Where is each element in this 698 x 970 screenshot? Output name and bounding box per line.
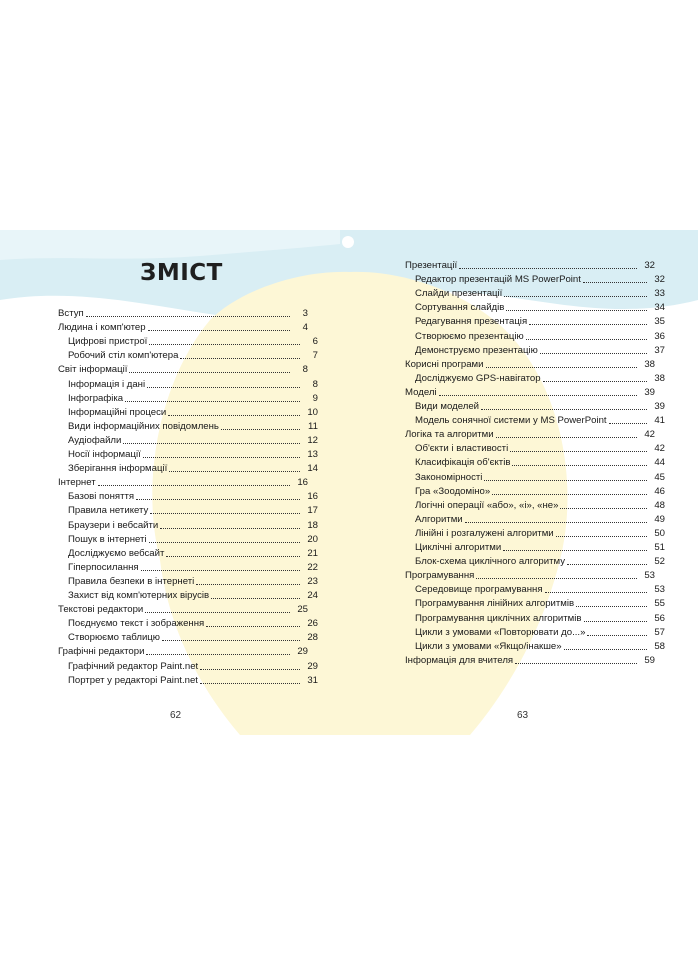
- toc-entry[interactable]: [405, 258, 655, 272]
- dot-leader: [147, 387, 300, 388]
- toc-entry-label: Гіперпосилання: [68, 561, 139, 573]
- dot-leader: [143, 457, 300, 458]
- toc-entry-page: 57: [654, 626, 665, 638]
- toc-entry-page: 35: [654, 316, 665, 328]
- toc-entry-page: 29: [307, 660, 318, 672]
- toc-entry-page: 49: [654, 513, 665, 525]
- toc-entry[interactable]: [405, 314, 665, 328]
- toc-entry-page: 55: [654, 598, 665, 610]
- toc-entry-label: Людина і комп'ютер: [58, 322, 146, 334]
- toc-entry[interactable]: [405, 357, 655, 371]
- dot-leader: [168, 415, 300, 416]
- toc-entry[interactable]: [58, 673, 318, 687]
- toc-entry[interactable]: [405, 498, 665, 512]
- dot-leader: [609, 423, 647, 424]
- toc-entry[interactable]: [58, 489, 318, 503]
- toc-entry[interactable]: [405, 343, 665, 357]
- toc-entry-label: Інформація і дані: [68, 378, 146, 390]
- toc-entry-page: 20: [307, 533, 318, 545]
- dot-leader: [129, 372, 290, 373]
- toc-entry-label: Досліджуємо GPS-навігатор: [415, 372, 541, 384]
- toc-entry[interactable]: [58, 447, 318, 461]
- toc-entry[interactable]: [58, 391, 318, 405]
- toc-entry-page: 6: [312, 336, 318, 348]
- toc-entry-label: Цикли з умовами «Якщо/інакше»: [415, 640, 562, 652]
- toc-entry-page: 44: [654, 457, 665, 469]
- toc-entry-page: 31: [307, 674, 318, 686]
- toc-entry[interactable]: [405, 455, 665, 469]
- toc-entry-page: 24: [307, 590, 318, 601]
- toc-entry-label: Логічні операції «або», «і», «не»: [415, 499, 559, 511]
- toc-entry-page: 29: [297, 646, 308, 658]
- dot-leader: [567, 564, 647, 565]
- toc-entry-label: Інфографіка: [68, 392, 124, 404]
- toc-entry-page: 23: [307, 575, 318, 587]
- toc-entry[interactable]: [58, 546, 318, 560]
- toc-entry-label: Правила безпеки в інтернеті: [68, 575, 195, 587]
- toc-entry[interactable]: [405, 470, 665, 484]
- toc-entry-label: Середовище програмування: [415, 584, 543, 596]
- dot-leader: [526, 339, 647, 340]
- toc-entry[interactable]: [405, 441, 665, 455]
- dot-leader: [439, 395, 637, 396]
- toc-entry-page: 32: [644, 260, 655, 271]
- toc-entry-label: Досліджуємо вебсайт: [68, 547, 165, 559]
- toc-entry[interactable]: [405, 568, 655, 582]
- toc-entry-page: 10: [307, 406, 318, 418]
- dot-leader: [512, 465, 647, 466]
- toc-entry[interactable]: [405, 540, 665, 554]
- toc-entry-page: 41: [654, 415, 665, 427]
- toc-entry[interactable]: [58, 503, 318, 517]
- dot-leader: [556, 536, 647, 537]
- toc-entry-label: Програмування лінійних алгоритмів: [415, 598, 575, 610]
- dot-leader: [543, 381, 647, 382]
- dot-leader: [211, 598, 300, 599]
- dot-leader: [180, 358, 300, 359]
- dot-leader: [486, 367, 637, 368]
- dot-leader: [584, 621, 648, 622]
- toc-entry-label: Сортування слайдів: [415, 302, 505, 314]
- toc-entry[interactable]: [58, 433, 318, 447]
- dot-leader: [529, 324, 647, 325]
- toc-entry-page: 25: [297, 604, 308, 616]
- dot-leader: [492, 494, 647, 495]
- toc-entry-page: 12: [307, 434, 318, 446]
- toc-entry-label: Цикли з умовами «Повторювати до...»: [415, 626, 586, 638]
- toc-entry-label: Об'єкти і властивості: [415, 443, 509, 455]
- toc-entry[interactable]: [405, 639, 665, 653]
- toc-entry[interactable]: [405, 611, 665, 625]
- toc-entry-label: Слайди презентації: [415, 288, 503, 300]
- dot-leader: [496, 437, 637, 438]
- toc-entry-page: 58: [654, 640, 665, 652]
- toc-entry-page: 28: [307, 632, 318, 644]
- toc-entry[interactable]: [405, 582, 665, 596]
- toc-entry-page: 42: [644, 429, 655, 441]
- toc-entry-label: Зберігання інформації: [68, 463, 168, 475]
- toc-entry[interactable]: [405, 427, 655, 441]
- dot-leader: [510, 451, 647, 452]
- toc-entry-label: Захист від комп'ютерних вірусів: [68, 590, 210, 601]
- toc-entry[interactable]: [58, 334, 318, 348]
- toc-entry-page: 42: [654, 443, 665, 455]
- toc-entry-label: Цифрові пристрої: [68, 336, 148, 348]
- dot-leader: [136, 499, 300, 500]
- toc-entry-page: 14: [307, 463, 318, 475]
- toc-entry-label: Редактор презентацій MS PowerPoint: [415, 274, 581, 286]
- toc-entry[interactable]: [405, 484, 665, 498]
- dot-leader: [504, 296, 647, 297]
- dot-leader: [587, 635, 647, 636]
- toc-entry[interactable]: [58, 348, 318, 362]
- toc-entry-label: Програмування: [405, 570, 475, 582]
- dot-leader: [515, 663, 637, 664]
- dot-leader: [476, 578, 637, 579]
- dot-leader: [200, 669, 300, 670]
- dot-leader: [564, 649, 647, 650]
- dot-leader: [560, 508, 647, 509]
- toc-entry-page: 33: [654, 288, 665, 300]
- toc-entry[interactable]: [58, 602, 308, 616]
- toc-entry-page: 34: [654, 302, 665, 314]
- toc-entry[interactable]: [58, 518, 318, 532]
- toc-entry-page: 52: [654, 556, 665, 568]
- toc-entry-page: 17: [307, 505, 318, 517]
- toc-entry[interactable]: [405, 329, 665, 343]
- dot-leader: [98, 485, 290, 486]
- dot-leader: [200, 683, 300, 684]
- toc-entry[interactable]: [58, 560, 318, 574]
- toc-entry-label: Програмування циклічних алгоритмів: [415, 612, 582, 624]
- dot-leader: [206, 626, 300, 627]
- toc-entry-label: Види інформаційних повідомлень: [68, 420, 219, 432]
- dot-leader: [481, 409, 647, 410]
- dot-leader: [576, 606, 647, 607]
- toc-entry-label: Графічний редактор Paint.net: [68, 660, 199, 672]
- toc-entry-page: 8: [312, 378, 318, 390]
- dot-leader: [149, 344, 300, 345]
- page-title: ЗМІСТ: [140, 260, 223, 286]
- toc-entry-page: 16: [307, 491, 318, 503]
- toc-entry[interactable]: [58, 616, 318, 630]
- right-page-number: 63: [517, 710, 529, 721]
- toc-entry-label: Вступ: [58, 308, 84, 319]
- toc-entry-label: Лінійні і розгалужені алгоритми: [415, 527, 554, 539]
- toc-entry[interactable]: [58, 405, 318, 419]
- toc-entry[interactable]: [58, 461, 318, 475]
- dot-leader: [125, 401, 300, 402]
- toc-entry[interactable]: [58, 306, 308, 320]
- toc-entry-page: 53: [644, 570, 655, 582]
- toc-entry-label: Корисні програми: [405, 358, 484, 370]
- toc-entry-page: 16: [297, 477, 308, 489]
- dot-leader: [583, 282, 647, 283]
- toc-entry[interactable]: [405, 300, 665, 314]
- toc-entry-label: Алгоритми: [415, 513, 463, 525]
- toc-entry-label: Циклічні алгоритми: [415, 542, 502, 553]
- toc-entry-page: 3: [302, 308, 308, 319]
- dot-leader: [484, 480, 647, 481]
- toc-entry[interactable]: [405, 653, 655, 667]
- toc-entry-label: Створюємо презентацію: [415, 330, 524, 342]
- toc-entry-page: 4: [302, 322, 308, 334]
- toc-entry-page: 32: [654, 274, 665, 286]
- toc-entry[interactable]: [58, 475, 308, 489]
- dot-leader: [166, 556, 300, 557]
- toc-entry-page: 26: [307, 618, 318, 630]
- toc-entry-page: 9: [312, 392, 318, 404]
- toc-entry-label: Види моделей: [415, 401, 480, 412]
- toc-entry[interactable]: [58, 532, 318, 546]
- dot-leader: [150, 513, 300, 514]
- toc-entry-label: Поєднуємо текст і зображення: [68, 618, 205, 630]
- toc-entry[interactable]: [58, 377, 318, 391]
- toc-entry[interactable]: [405, 286, 665, 300]
- toc-entry-label: Закономірності: [415, 471, 483, 483]
- toc-entry-page: 59: [644, 654, 655, 666]
- toc-entry-page: 8: [302, 364, 308, 376]
- toc-entry-page: 53: [654, 584, 665, 596]
- toc-entry-label: Класифікація об'єктів: [415, 457, 511, 469]
- dot-leader: [506, 310, 647, 311]
- toc-entry-page: 7: [312, 350, 318, 362]
- toc-entry-label: Блок-схема циклічного алгоритму: [415, 556, 565, 568]
- toc-entry[interactable]: [58, 588, 318, 602]
- toc-entry-page: 36: [654, 330, 665, 342]
- toc-entry-label: Інформаційні процеси: [68, 406, 167, 418]
- toc-entry-label: Демонструємо презентацію: [415, 344, 538, 356]
- dot-leader: [545, 592, 647, 593]
- toc-entry[interactable]: [58, 630, 318, 644]
- toc-entry-label: Пошук в інтернеті: [68, 533, 147, 545]
- toc-entry-page: 45: [654, 471, 665, 483]
- toc-entry-label: Графічні редактори: [58, 646, 145, 658]
- toc-entry[interactable]: [58, 419, 318, 433]
- dot-leader: [221, 429, 300, 430]
- dot-leader: [465, 522, 647, 523]
- toc-entry-label: Редагування презентація: [415, 316, 528, 328]
- toc-entry-page: 39: [654, 401, 665, 412]
- dot-leader: [123, 443, 300, 444]
- toc-entry[interactable]: [58, 659, 318, 673]
- toc-entry-label: Логіка та алгоритми: [405, 429, 494, 441]
- toc-entry-page: 13: [307, 449, 318, 460]
- toc-entry-page: 11: [308, 420, 318, 432]
- toc-entry-label: Інтернет: [58, 477, 96, 489]
- toc-entry-label: Портрет у редакторі Paint.net: [68, 674, 198, 686]
- dot-leader: [459, 268, 637, 269]
- toc-entry[interactable]: [405, 385, 655, 399]
- toc-entry-label: Презентації: [405, 260, 458, 271]
- toc-entry-label: Носії інформації: [68, 449, 141, 460]
- toc-entry-label: Браузери і вебсайти: [68, 519, 159, 531]
- toc-entry-page: 37: [654, 344, 665, 356]
- toc-entry-label: Моделі: [405, 386, 437, 398]
- toc-entry[interactable]: [58, 574, 318, 588]
- toc-entry-page: 38: [654, 372, 665, 384]
- toc-entry-label: Модель сонячної системи у MS PowerPoint: [415, 415, 607, 427]
- toc-entry-page: 18: [307, 519, 318, 531]
- dot-leader: [540, 353, 647, 354]
- toc-entry-page: 22: [307, 561, 318, 573]
- toc-entry[interactable]: [405, 399, 665, 413]
- toc-entry[interactable]: [405, 526, 665, 540]
- toc-entry-page: 50: [654, 527, 665, 539]
- toc-entry-label: Текстові редактори: [58, 604, 144, 616]
- dot-leader: [141, 570, 300, 571]
- toc-entry-label: Базові поняття: [68, 491, 135, 503]
- toc-entry-label: Світ інформації: [58, 364, 128, 376]
- toc-entry[interactable]: [58, 320, 308, 334]
- toc-entry-page: 46: [654, 485, 665, 497]
- toc-entry[interactable]: [405, 371, 665, 385]
- toc-entry-page: 48: [654, 499, 665, 511]
- toc-entry-page: 39: [644, 386, 655, 398]
- toc-entry-label: Аудіофайли: [68, 434, 122, 446]
- toc-entry-page: 38: [644, 358, 655, 370]
- toc-entry[interactable]: [405, 596, 665, 610]
- toc-entry[interactable]: [58, 362, 308, 376]
- toc-entry-label: Правила нетикету: [68, 505, 149, 517]
- toc-entry-page: 21: [307, 547, 318, 559]
- toc-entry-label: Робочий стіл комп'ютера: [68, 350, 179, 362]
- toc-entry[interactable]: [58, 644, 308, 658]
- dot-leader: [162, 640, 300, 641]
- toc-entry-label: Створюємо таблицю: [68, 632, 161, 644]
- left-page-number: 62: [170, 710, 182, 721]
- toc-entry-page: 51: [654, 542, 665, 553]
- dot-leader: [503, 550, 647, 551]
- dot-leader: [169, 471, 300, 472]
- dot-leader: [160, 528, 300, 529]
- toc-entry[interactable]: [405, 512, 665, 526]
- dot-leader: [145, 612, 290, 613]
- toc-entry-label: Гра «Зоодоміно»: [415, 485, 491, 497]
- toc-entry[interactable]: [405, 554, 665, 568]
- book-spread: [0, 230, 698, 735]
- dot-leader: [196, 584, 300, 585]
- toc-entry[interactable]: [405, 272, 665, 286]
- toc-entry[interactable]: [405, 625, 665, 639]
- toc-entry-label: Інформація для вчителя: [405, 654, 514, 666]
- toc-entry[interactable]: [405, 413, 665, 427]
- toc-entry-page: 56: [654, 612, 665, 624]
- dot-leader: [149, 542, 300, 543]
- dot-leader: [148, 330, 290, 331]
- dot-leader: [86, 316, 290, 317]
- dot-leader: [146, 654, 290, 655]
